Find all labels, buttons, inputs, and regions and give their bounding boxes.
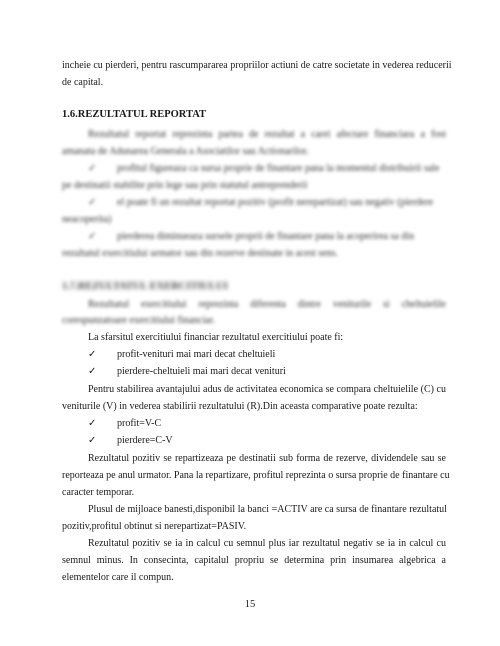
bullet-pierdere-formula: pierdere=C-V (117, 435, 173, 446)
blurred-line-2: amanata de Adunarea Generala a Asociatilor sau Actionarilor. (62, 146, 309, 157)
paragraph-5-line-3: elementelor care il compun. (62, 572, 174, 583)
paragraph-5-line-1: Rezultatul pozitiv se ia in calcul cu semnul plus iar rezultatul negativ se ia in calcul cu (88, 538, 446, 549)
paragraph-4-line-1: Plusul de mijloace banesti,disponibil la banci =ACTIV are ca sursa de finantare rezultatul (88, 504, 447, 515)
checkmark-icon: ✓ (88, 435, 97, 446)
paragraph-5-line-2: semnul minus. In consecinta, capitalul propriu se determina prin insumarea algebrica a (62, 555, 446, 566)
checkmark-icon: ✓ (88, 197, 97, 208)
paragraph-2-line-1: Pentru stabilirea avantajului adus de activitatea economica se compara cheltuielile (C) cu (88, 384, 446, 395)
checkmark-icon: ✓ (88, 366, 97, 377)
section-heading-1-7: 1.7.REZULTATUL EXERCITIULUI (62, 281, 228, 292)
paragraph-3-line-1: Rezultatul pozitiv se repartizeaza pe destinatii sub forma de rezerve, dividendele sau se (88, 453, 446, 464)
bullet-pierdere: pierdere-cheltuieli mai mari decat venituri (117, 366, 286, 377)
checkmark-icon: ✓ (88, 163, 97, 174)
blurred-line-5: el poate fi un rezultat reportat pozitiv (profit nerepartizat) sau negativ (pierdere (117, 197, 434, 208)
blurred-line-4: pe destinatii stabilite prin lege sau prin statutul antreprenderii (62, 180, 308, 191)
blurred-line-10: corespunzatoare exercitiului financiar. (62, 315, 215, 326)
section-heading-1-6: 1.6.REZULTATUL REPORTAT (62, 109, 207, 120)
paragraph-3-line-3: caracter temporar. (62, 487, 135, 498)
paragraph-4-line-2: pozitiv,profitul obtinut si nerepartizat=PASIV. (62, 521, 247, 532)
checkmark-icon: ✓ (88, 231, 97, 242)
bullet-profit-formula: profit=V-C (117, 418, 162, 429)
blurred-line-1: Rezultatul reportat reprezinta partea de rezultat a carei afectare financiara a fost (88, 129, 446, 140)
bullet-profit: profit-venituri mai mari decat cheltuieli (117, 349, 276, 360)
page-number: 15 (244, 599, 256, 610)
blurred-line-8: rezultatul exercitiului urmator sau din rezerve destinate in acest sens. (62, 248, 339, 259)
blurred-line-3: profitul figureaza ca sursa proprie de finantare pana la momentul distribuirii sale (117, 163, 440, 174)
blurred-line-9: Rezultatul exercitiului reprezinta diferenta dintre veniturile si cheltuielile (88, 299, 446, 310)
blurred-line-7: pierderea diminueaza sursele proprii de finantare pana la acoperirea sa din (117, 231, 415, 242)
checkmark-icon: ✓ (88, 418, 97, 429)
blurred-line-6: neacoperita) (62, 214, 112, 225)
intro-line-1: incheie cu pierderi, pentru rascumpararea propriilor actiuni de catre societate in vederea reducerii (62, 60, 452, 71)
paragraph-2-line-2: veniturile (V) in vederea stabilirii rezultatului (R).Din aceasta comparative poate rezulta: (62, 401, 418, 412)
paragraph-1: La sfarsitul exercitiului financiar rezultatul exercitiului poate fi: (88, 332, 344, 343)
paragraph-3-line-2: reporteaza pe anul urmator. Pana la repartizare, profitul reprezinta o sursa proprie de finantare cu (62, 470, 450, 481)
intro-line-2: de capital. (62, 77, 104, 88)
checkmark-icon: ✓ (88, 349, 97, 360)
